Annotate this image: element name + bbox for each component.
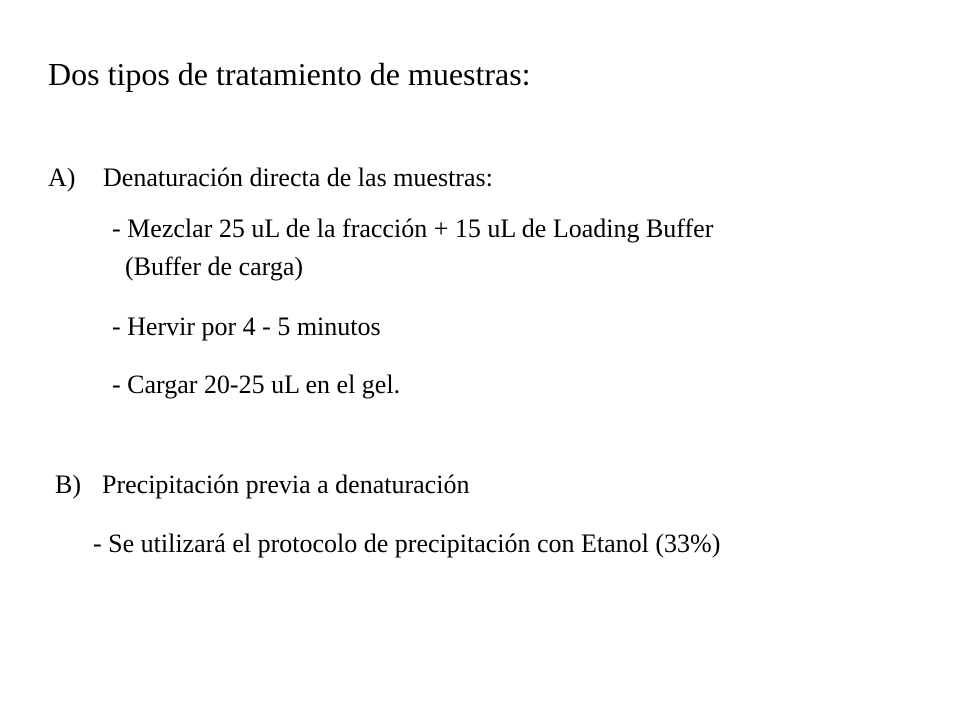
section-a-heading <box>48 165 493 191</box>
slide-title: Dos tipos de tratamiento de muestras: <box>48 56 531 92</box>
section-b-marker: B) <box>55 470 81 499</box>
section-a-heading-text: Denaturación directa de las muestras: <box>103 163 493 192</box>
section-b-item-protocol: - Se utilizará el protocolo de precipitación con Etanol (33%) <box>93 529 721 558</box>
section-a-item-load: - Cargar 20-25 uL en el gel. <box>112 370 401 399</box>
section-b-heading <box>55 472 469 498</box>
section-a-item-mix: - Mezclar 25 uL de la fracción + 15 uL de Loading Buffer <box>112 214 714 243</box>
section-a-marker: A) <box>48 163 76 192</box>
section-b-heading-text: Precipitación previa a denaturación <box>102 470 470 499</box>
section-a-item-mix-continuation: (Buffer de carga) <box>125 252 304 281</box>
section-a-item-boil: - Hervir por 4 - 5 minutos <box>112 312 381 341</box>
